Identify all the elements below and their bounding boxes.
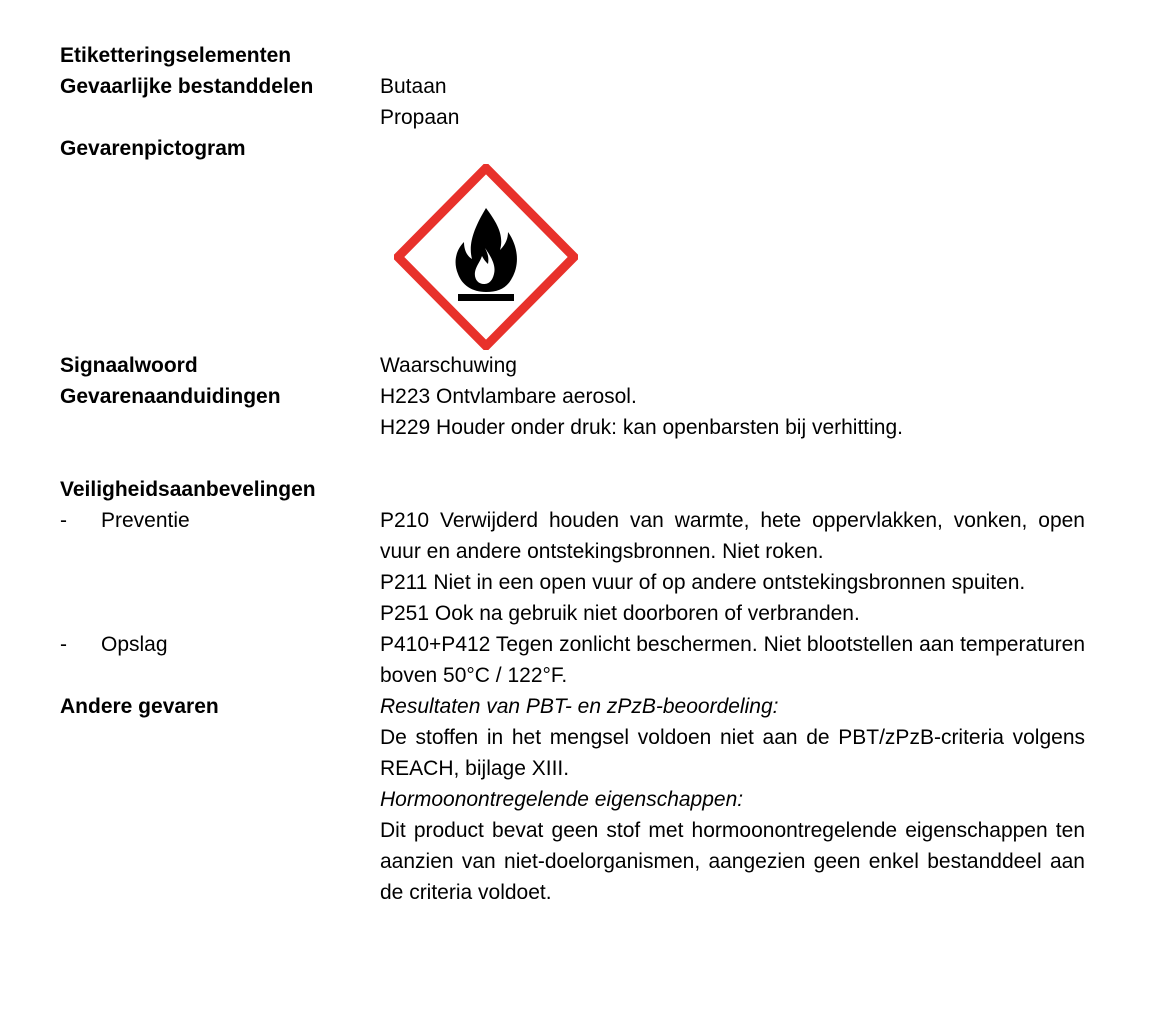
hazard-statements-label: Gevarenaanduidingen [60,385,281,408]
hazardous-components-list [380,71,1085,133]
endocrine-text: Dit product bevat geen stof met hormoonontregelende eigenschappen ten aanzien van niet-doelorganismen, aangezien geen enkel bestanddeel aan de criteria voldoet. [380,819,1085,904]
pictogram-label: Gevarenpictogram [60,137,246,160]
signal-word-row [60,350,1085,381]
signal-word-value: Waarschuwing [380,354,517,377]
prevention-label-group [60,505,380,629]
precautionary-statement: P210 Verwijderd houden van warmte, hete oppervlakken, vonken, open vuur en andere ontstekingsbronnen. Niet roken. [380,509,1085,563]
precautionary-title-row [60,474,1085,505]
other-hazards-content [380,691,1085,908]
hazardous-components-row [60,71,1085,133]
pbt-text: De stoffen in het mengsel voldoen niet aan de PBT/zPzB-criteria volgens REACH, bijlage XIII. [380,726,1085,780]
label-elements-section [60,40,1085,908]
prevention-row [60,505,1085,629]
signal-word-label: Signaalwoord [60,354,198,377]
prevention-label: Preventie [101,509,190,532]
precautionary-statement: P251 Ook na gebruik niet doorboren of verbranden. [380,602,860,625]
storage-list [380,629,1085,691]
precautionary-statement: P410+P412 Tegen zonlicht beschermen. Niet blootstellen aan temperaturen boven 50°C / 122°F. [380,633,1085,687]
storage-label: Opslag [101,633,168,656]
flame-ghs02-icon [394,164,578,350]
bullet-dash: - [60,633,67,656]
precautionary-label: Veiligheidsaanbevelingen [60,478,316,501]
component-item: Propaan [380,106,460,129]
spacer [60,443,1085,474]
pictogram-area [60,164,1085,350]
storage-row [60,629,1085,691]
precautionary-statement: P211 Niet in een open vuur of op andere ontstekingsbronnen spuiten. [380,571,1026,594]
section-title-row [60,40,1085,71]
bullet-dash: - [60,509,67,532]
pictogram-label-row [60,133,1085,164]
other-hazards-label: Andere gevaren [60,695,219,718]
other-hazards-row [60,691,1085,908]
component-item: Butaan [380,75,447,98]
hazard-statements-list [380,381,1085,443]
hazard-statements-row [60,381,1085,443]
section-title: Etiketteringselementen [60,44,292,67]
hazard-statement: H229 Houder onder druk: kan openbarsten bij verhitting. [380,416,903,439]
endocrine-heading: Hormoonontregelende eigenschappen: [380,788,744,811]
storage-label-group [60,629,380,691]
pbt-heading: Resultaten van PBT- en zPzB-beoordeling: [380,695,779,718]
prevention-list [380,505,1085,629]
hazardous-components-label: Gevaarlijke bestanddelen [60,75,314,98]
hazard-statement: H223 Ontvlambare aerosol. [380,385,637,408]
